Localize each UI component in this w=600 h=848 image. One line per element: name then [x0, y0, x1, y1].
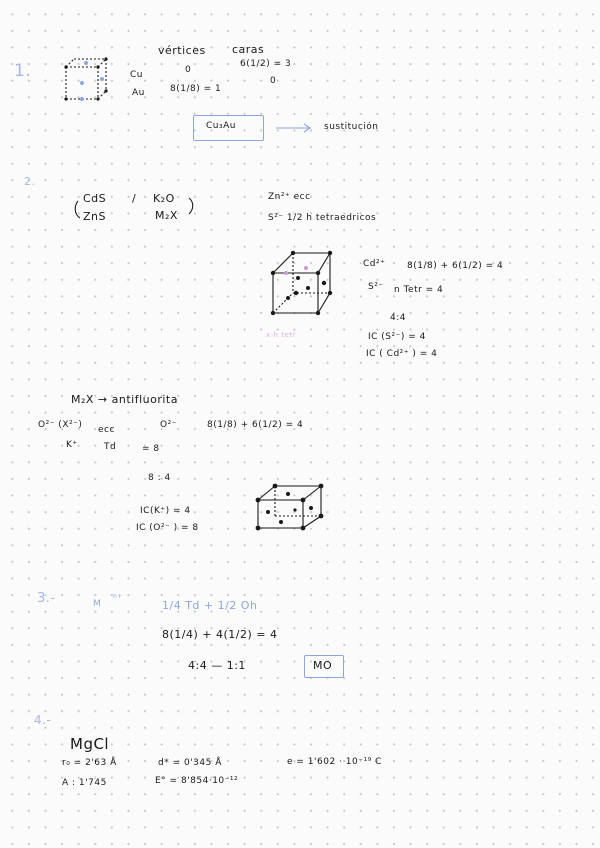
antifluorite-cube-sketch — [253, 480, 333, 540]
section-3-number: 3.- — [37, 591, 56, 606]
ic-cd-text: IC ( Cd²⁺ ) = 4 — [366, 349, 438, 359]
au-vertices-value: 8(1/8) = 1 — [170, 84, 222, 94]
cu-caras-value: 6(1/2) = 3 — [240, 59, 292, 69]
o2-text: O²⁻ — [160, 420, 177, 430]
arrow-icon — [275, 123, 315, 133]
zns-text: ZnS — [83, 210, 106, 223]
ratio-text: 4:4 — 1:1 — [188, 659, 246, 672]
slash-text: / — [132, 192, 137, 205]
td-text: Td — [104, 442, 117, 452]
zn-ecc-text: Zn²⁺ ecc — [268, 192, 311, 202]
zns-cube-sketch — [268, 248, 338, 328]
s-count: n Tetr = 4 — [394, 285, 444, 295]
antifluorita-text: M₂X → antifluorita — [71, 393, 178, 406]
section-1-number: 1. — [14, 61, 32, 81]
vertices-header: vértices — [158, 44, 206, 57]
ratio-4-4: 4:4 — [390, 313, 406, 323]
mgcl-title: MgCl — [70, 735, 110, 753]
cd-count: 8(1/8) + 6(1/2) = 4 — [407, 261, 504, 271]
section-4-number: 4.- — [34, 713, 52, 727]
cds-text: CdS — [83, 192, 107, 205]
cube-caption: x-h tetr — [266, 331, 297, 339]
brace-left-icon — [72, 200, 82, 220]
td-oh-text: 1/4 Td + 1/2 Oh — [162, 599, 258, 612]
answer-text: MO — [313, 659, 333, 672]
o-ion-text: O²⁻ (X²⁻) — [38, 420, 83, 430]
cd-ion: Cd²⁺ — [363, 259, 386, 269]
epsilon-text: E° = 8'854·10⁻¹² — [155, 776, 239, 786]
section-2-number: 2. — [24, 175, 36, 188]
ratio-8-4: 8 : 4 — [148, 473, 171, 483]
cu-vertices-value: 0 — [185, 65, 192, 75]
k2o-text: K₂O — [153, 192, 175, 205]
r0-text: r₀ = 2'63 Å — [62, 758, 117, 768]
ecc-text: ecc — [98, 425, 115, 435]
cu3au-cube-sketch — [60, 55, 110, 105]
k-ion: K⁺ — [66, 440, 78, 450]
ic-s-text: IC (S²⁻) = 4 — [368, 332, 426, 342]
ic-o-text: IC (O²⁻ ) = 8 — [136, 523, 199, 533]
e-charge-text: e = 1'602 · 10⁻¹⁹ C — [287, 757, 382, 767]
m2x-text: M₂X — [155, 209, 178, 222]
caras-header: caras — [232, 43, 265, 56]
m-ion: M — [93, 599, 102, 609]
td-value: = 8 — [142, 444, 160, 454]
cu-label: Cu — [130, 70, 143, 80]
madelung-text: A : 1'745 — [62, 778, 107, 788]
formula-text: Cu₃Au — [206, 121, 236, 131]
count-text: 8(1/4) + 4(1/2) = 4 — [162, 628, 278, 641]
brace-right-icon — [187, 197, 197, 217]
s-ion: S²⁻ — [368, 282, 384, 292]
sustitucion-text: sustitución — [324, 122, 379, 132]
s-tetra-text: S²⁻ 1/2 h tetraedricos — [268, 213, 377, 223]
o-count: 8(1/8) + 6(1/2) = 4 — [207, 420, 304, 430]
m-charge: n+ — [113, 593, 123, 600]
ic-k-text: IC(K⁺) = 4 — [140, 506, 191, 516]
au-caras-value: 0 — [270, 76, 277, 86]
d-text: d* = 0'345 Å — [158, 758, 222, 768]
au-label: Au — [132, 88, 145, 98]
